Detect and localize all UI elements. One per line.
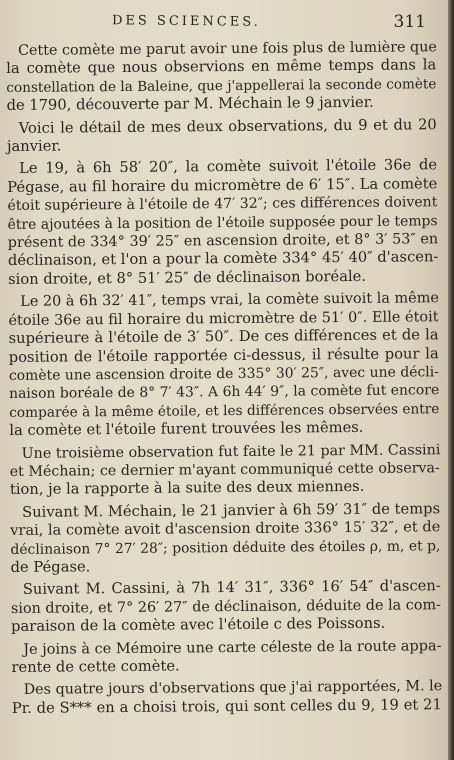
text-line: déclinaison, et l'on a pour la comète 334° 45′ 40″ d'ascen-: [7, 248, 439, 270]
text-line: de 1790, découverte par M. Méchain le 9 janvier.: [6, 94, 374, 115]
text-line: déclinaison 7° 27′ 28″; position déduite des étoiles ρ, m, et p,: [10, 537, 441, 558]
text-line: naison boréale de 8° 7′ 43″. A 6h 44′ 9″, la comète fut encore: [9, 382, 440, 403]
text-line: Cette comète me parut avoir une fois plus de lumière que: [18, 39, 437, 59]
text-line: être ajoutées à la position de l'étoile supposée pour le temps: [7, 212, 438, 233]
paragraph: [10, 441, 440, 500]
text-line: comparée à la même étoile, et les différences observées entre: [9, 400, 440, 421]
text-line: Voici le détail de mes deux observations, du 9 et du 20: [18, 115, 437, 137]
text-line: Pr. de S*** en a choisi trois, qui sont celles du 9, 19 et 21: [11, 696, 442, 717]
text-line: constellation de la Baleine, que j'appellerai la seconde comète: [6, 76, 437, 96]
text-line: de Pégase.: [10, 558, 91, 576]
text-line: Suivant M. Cassini, à 7h 14′ 31″, 336° 16′ 54″ d'ascen-: [22, 577, 441, 599]
page-number: 311: [393, 12, 426, 32]
text-line: rente de cette comète.: [11, 657, 180, 676]
text-line: et Méchain; ce dernier m'ayant communiqué cette observa-: [9, 460, 440, 480]
text-line: Une troisième observation fut faite le 21 par MM. Cassini: [21, 441, 441, 462]
text-line: supérieure à l'étoile de 3′ 50″. De ces différences et de la: [8, 326, 439, 348]
paragraph: [12, 678, 442, 719]
paragraph: [11, 578, 441, 637]
running-head: DES SCIENCES.: [111, 13, 261, 30]
text-line: Pégase, au fil horaire du micromètre de 6′ 15″. La comète: [7, 175, 438, 196]
text-line: la comète et l'étoile furent trouvées les mêmes.: [9, 419, 364, 440]
page-header: [0, 10, 448, 36]
text-line: sion droite, et 8° 51′ 25″ de déclinaison boréale.: [7, 267, 367, 288]
text-line: position de l'étoile rapportée ci-dessus, il résulte pour la: [8, 344, 439, 366]
text-line: Suivant M. Méchain, le 21 janvier à 6h 59′ 31″ de temps: [22, 499, 441, 521]
text-line: vrai, la comète avoit d'ascension droite 336° 15′ 32″, et de: [10, 519, 441, 540]
page-body: [6, 38, 442, 722]
text-line: présent de 334° 39′ 25″ en ascension droite, et 8° 3′ 53″ en: [7, 231, 439, 252]
text-line: Des quatre jours d'observations que j'ai rapportées, M. le: [23, 678, 443, 699]
text-line: tion, je la rapporte à la suite des deux miennes.: [9, 478, 365, 499]
text-line: Le 20 à 6h 32′ 41″, temps vrai, la comète suivoit la même: [20, 290, 439, 311]
text-line: Je joins à ce Mémoire une carte céleste de la route appa-: [23, 637, 442, 658]
paragraph: [10, 500, 441, 577]
paragraph: [6, 38, 437, 115]
text-line: étoile 36e au fil horaire du micromètre de 51′ 0″. Elle étoit: [8, 308, 439, 329]
paragraph: [11, 637, 441, 678]
paragraph: [7, 116, 437, 157]
text-line: étoit supérieure à l'étoile de 47′ 32″; ces différences doivent: [7, 194, 438, 215]
page-edge-shadow: [448, 0, 454, 760]
text-line: paraison de la comète avec l'étoile c des Poissons.: [11, 614, 386, 636]
paragraph: [8, 290, 439, 441]
text-line: la comète que nous observions en même temps dans la: [6, 56, 437, 78]
text-line: janvier.: [6, 137, 62, 156]
text-line: comète une ascension droite de 335° 30′ 25″, avec une décli-: [8, 364, 439, 384]
text-line: sion droite, et 7° 26′ 27″ de déclinaison, déduite de la com-: [10, 597, 441, 617]
text-line: Le 19, à 6h 58′ 20″, la comète suivoit l'étoile 36e de: [19, 156, 438, 178]
paragraph: [7, 157, 438, 290]
